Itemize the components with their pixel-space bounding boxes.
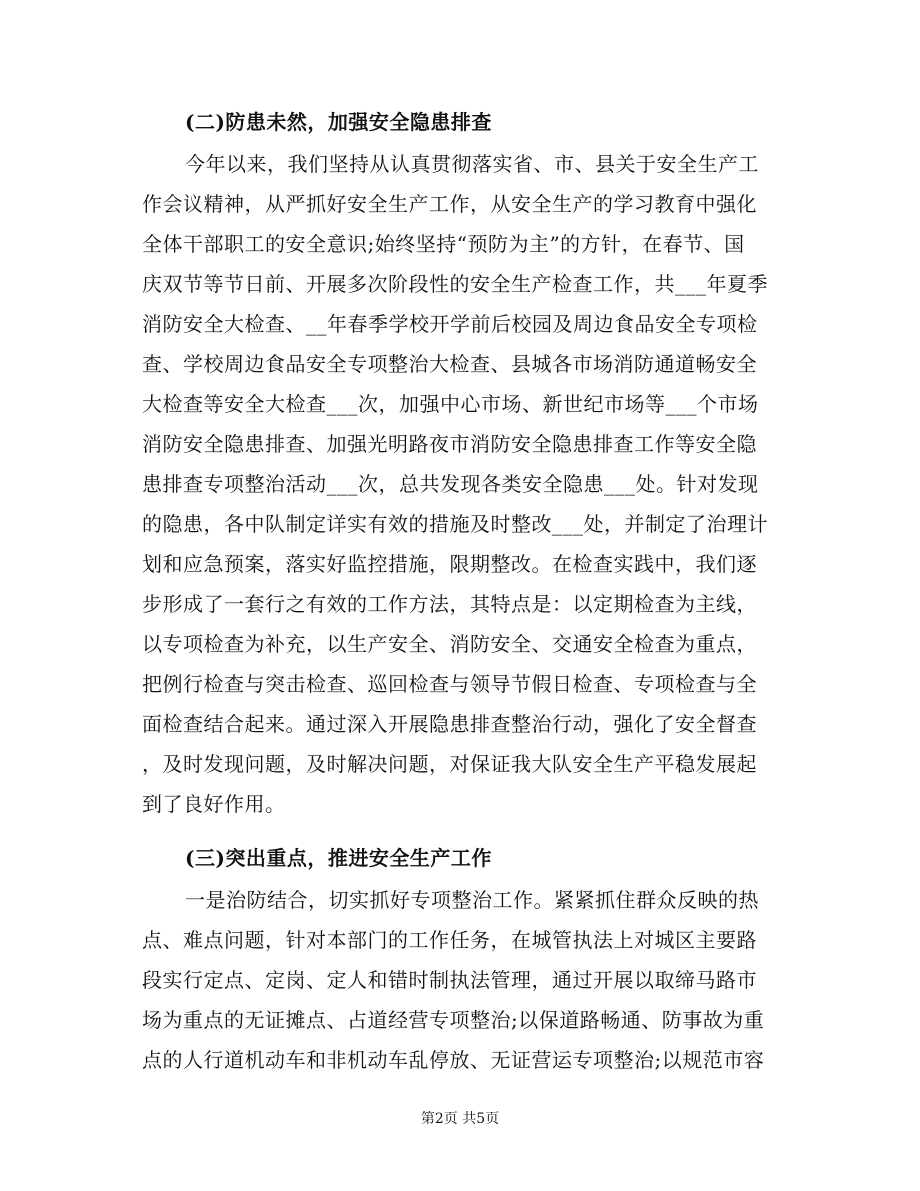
- paragraph-line: 到了良好作用。: [142, 792, 286, 816]
- paragraph-line: 消防安全大检查、__年春季学校开学前后校园及周边食品安全专项检: [142, 312, 758, 336]
- paragraph-line: 划和应急预案，落实好监控措施，限期整改。在检查实践中，我们逐: [142, 552, 757, 576]
- section-heading-3: (三)突出重点，推进安全生产工作: [185, 846, 492, 870]
- paragraph-line: 患排查专项整治活动___次，总共发现各类安全隐患___处。针对发现: [142, 472, 759, 496]
- paragraph-line: 点的人行道机动车和非机动车乱停放、无证营运专项整治;以规范市容: [142, 1048, 765, 1072]
- paragraph-line: 场为重点的无证摊点、占道经营专项整治;以保道路畅通、防事故为重: [142, 1008, 765, 1032]
- paragraph-line: 步形成了一套行之有效的工作方法，其特点是：以定期检查为主线，: [142, 592, 757, 616]
- paragraph-line: 全体干部职工的安全意识;始终坚持“预防为主”的方针，在春节、国: [142, 232, 745, 256]
- paragraph-line: 今年以来，我们坚持从认真贯彻落实省、市、县关于安全生产工: [185, 152, 759, 176]
- page-number-footer: 第2页 共5页: [420, 1111, 500, 1127]
- paragraph-line: 查、学校周边食品安全专项整治大检查、县城各市场消防通道畅安全: [142, 352, 757, 376]
- paragraph-line: 的隐患，各中队制定详实有效的措施及时整改___处，并制定了治理计: [142, 512, 768, 536]
- paragraph-line: 作会议精神，从严抓好安全生产工作，从安全生产的学习教育中强化: [142, 192, 757, 216]
- paragraph-line: 点、难点问题，针对本部门的工作任务，在城管执法上对城区主要路: [142, 928, 757, 952]
- paragraph-line: 面检查结合起来。通过深入开展隐患排查整治行动，强化了安全督查: [142, 712, 757, 736]
- paragraph-line: 以专项检查为补充，以生产安全、消防安全、交通安全检查为重点，: [142, 632, 757, 656]
- paragraph-line: ，及时发现问题，及时解决问题，对保证我大队安全生产平稳发展起: [142, 752, 757, 776]
- paragraph-line: 大检查等安全大检查___次，加强中心市场、新世纪市场等___个市场: [142, 392, 759, 416]
- paragraph-line: 段实行定点、定岗、定人和错时制执法管理，通过开展以取缔马路市: [142, 968, 757, 992]
- paragraph-line: 庆双节等节日前、开展多次阶段性的安全生产检查工作，共___年夏季: [142, 272, 768, 296]
- paragraph-line: 一是治防结合，切实抓好专项整治工作。紧紧抓住群众反映的热: [185, 888, 759, 912]
- paragraph-line: 把例行检查与突击检查、巡回检查与领导节假日检查、专项检查与全: [142, 672, 757, 696]
- section-heading-2: (二)防患未然，加强安全隐患排查: [185, 110, 492, 134]
- paragraph-line: 消防安全隐患排查、加强光明路夜市消防安全隐患排查工作等安全隐: [142, 432, 757, 456]
